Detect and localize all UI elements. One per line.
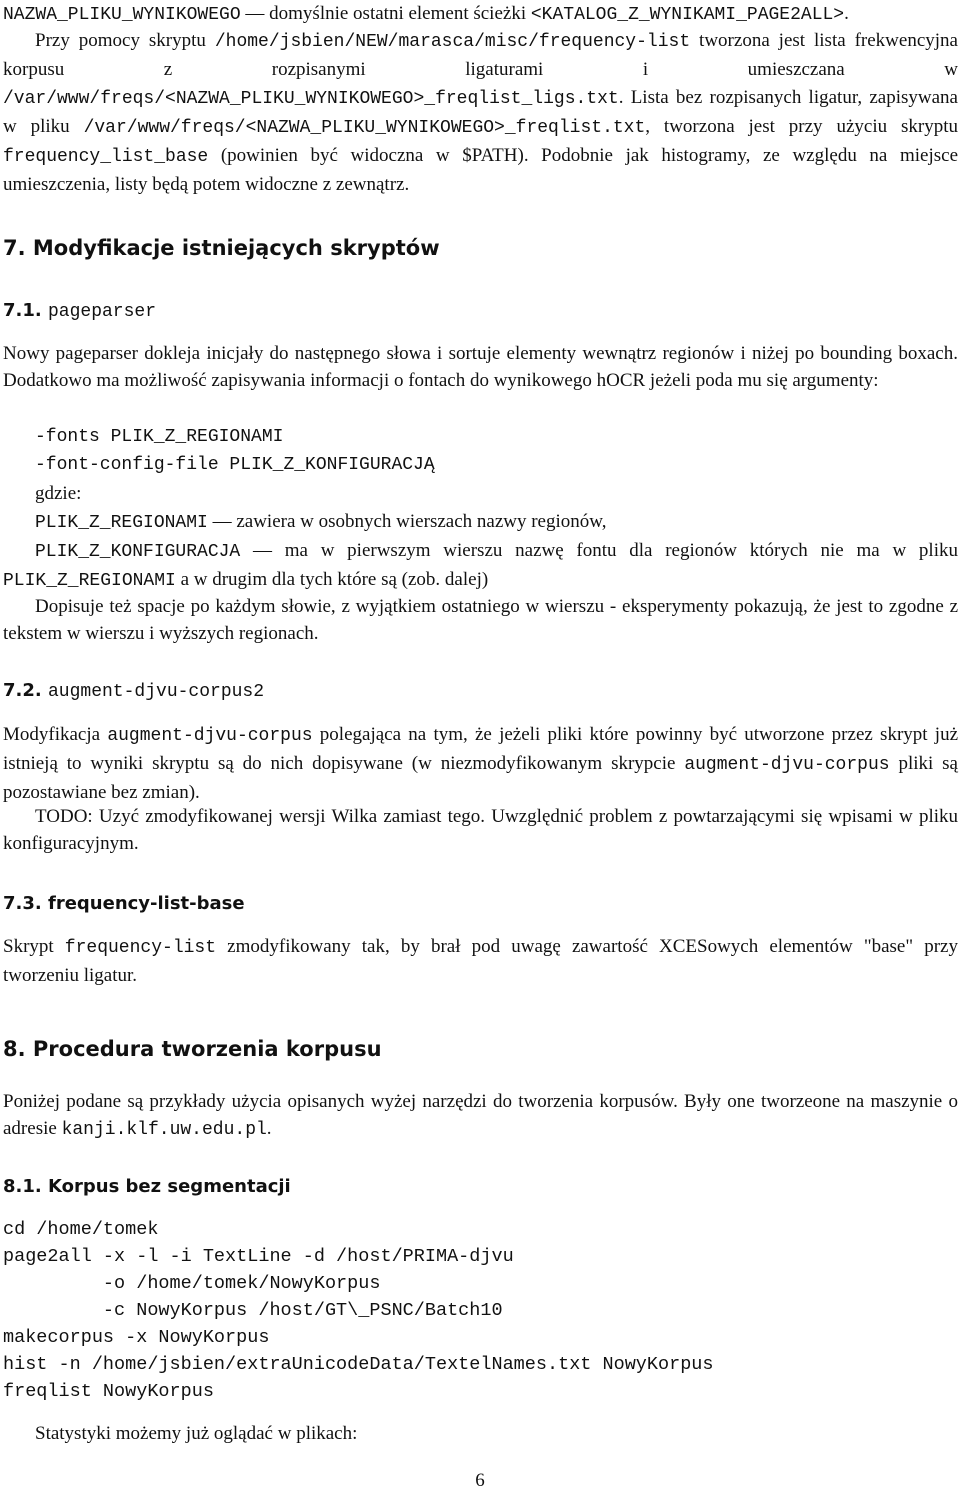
section-8-heading: 8. Procedura tworzenia korpusu [3, 1037, 382, 1061]
arg-fonts: -fonts PLIK_Z_REGIONAMI [35, 427, 284, 447]
code-line: makecorpus -x NowyKorpus [3, 1327, 270, 1348]
section-7-heading: 7. Modyfikacje istniejących skryptów [3, 236, 440, 260]
code-line: -c NowyKorpus /host/GT\_PSNC/Batch10 [3, 1300, 503, 1321]
statistics-paragraph: Statystyki możemy już oglądać w plikach: [35, 1423, 358, 1444]
code-block [3, 1216, 714, 1405]
todo-paragraph: TODO: Uzyć zmodyfikowanej wersji Wilka zamiast tego. Uwzględnić problem z powtarzającymi się wpisami w pliku konfiguracyjnym. [3, 806, 958, 854]
arg-font-config: -font-config-file PLIK_Z_KONFIGURACJĄ [35, 455, 435, 475]
gdzie-label: gdzie: [35, 483, 82, 504]
section-7-1-heading: 7.1. pageparser [3, 300, 157, 322]
frequency-list-paragraph: Przy pomocy skryptu /home/jsbien/NEW/marasca/misc/frequency-list tworzona jest lista frekwencyjna korpusu z rozpisanymi ligaturami i umieszczana w /var/www/freqs/<NAZWA_PLIKU_WYNIKOWEGO>_freqlist_ligs.txt. Lista bez rozpisanych ligatur, zapisywana w pliku /var/www/freqs/<NAZWA_PLIKU_WYNIKOWEGO>_freqlist.txt, tworzona jest przy użyciu skryptu frequency_list_base (powinien być widoczna w $PATH). Podobnie jak histogramy, ze względu na miejsce umieszczenia, listy będą potem widoczne z zewnątrz. [3, 30, 959, 196]
pageparser-paragraph: Nowy pageparser dokleja inicjały do następnego słowa i sortuje elementy wewnątrz regionów i niżej po bounding boxach. Dodatkowo ma możliwość zapisywania informacji o fontach do wynikowego hOCR jeżeli poda mu się argumenty: [3, 343, 958, 391]
code-line: cd /home/tomek [3, 1219, 159, 1240]
procedure-paragraph: Poniżej podane są przykłady użycia opisanych wyżej narzędzi do tworzenia korpusów. Były one tworzeone na maszynie o adresie kanji.klf.uw.edu.pl. [3, 1091, 958, 1140]
section-7-3-heading: 7.3. frequency-list-base [3, 893, 245, 914]
code-line: -o /home/tomek/NowyKorpus [3, 1273, 381, 1294]
spaces-paragraph: Dopisuje też spacje po każdym słowie, z wyjątkiem ostatniego w wierszu - eksperymenty pokazują, że jest to zgodne z tekstem w wierszu i wyższych regionach. [3, 596, 958, 644]
section-7-2-heading: 7.2. augment-djvu-corpus2 [3, 680, 265, 702]
definition-config: PLIK_Z_KONFIGURACJA — ma w pierwszym wierszu nazwę fontu dla regionów których nie ma w pliku PLIK_Z_REGIONAMI a w drugim dla tych które są (zob. dalej) [3, 540, 958, 591]
code-line: page2all -x -l -i TextLine -d /host/PRIMA-djvu [3, 1246, 514, 1267]
frequency-list-base-paragraph: Skrypt frequency-list zmodyfikowany tak, by brał pod uwagę zawartość XCESowych elementów "base" przy tworzeniu ligatur. [3, 936, 958, 986]
section-8-1-heading: 8.1. Korpus bez segmentacji [3, 1176, 291, 1197]
code-line: freqlist NowyKorpus [3, 1381, 214, 1402]
augment-paragraph: Modyfikacja augment-djvu-corpus polegająca na tym, że jeżeli pliki które powinny być utworzone przez skrypt już istnieją to wyniki skryptu są do nich dopisywane (w niezmodyfikowanym skrypcie augment-djvu-corpus pliki są pozostawiane bez zmian). [3, 724, 959, 803]
code-line: hist -n /home/jsbien/extraUnicodeData/TextelNames.txt NowyKorpus [3, 1354, 714, 1375]
page-number: 6 [475, 1470, 485, 1491]
definition-regions: PLIK_Z_REGIONAMI — zawiera w osobnych wierszach nazwy regionów, [35, 511, 607, 533]
top-line: NAZWA_PLIKU_WYNIKOWEGO — domyślnie ostatni element ścieżki <KATALOG_Z_WYNIKAMI_PAGE2ALL>. [3, 3, 849, 25]
